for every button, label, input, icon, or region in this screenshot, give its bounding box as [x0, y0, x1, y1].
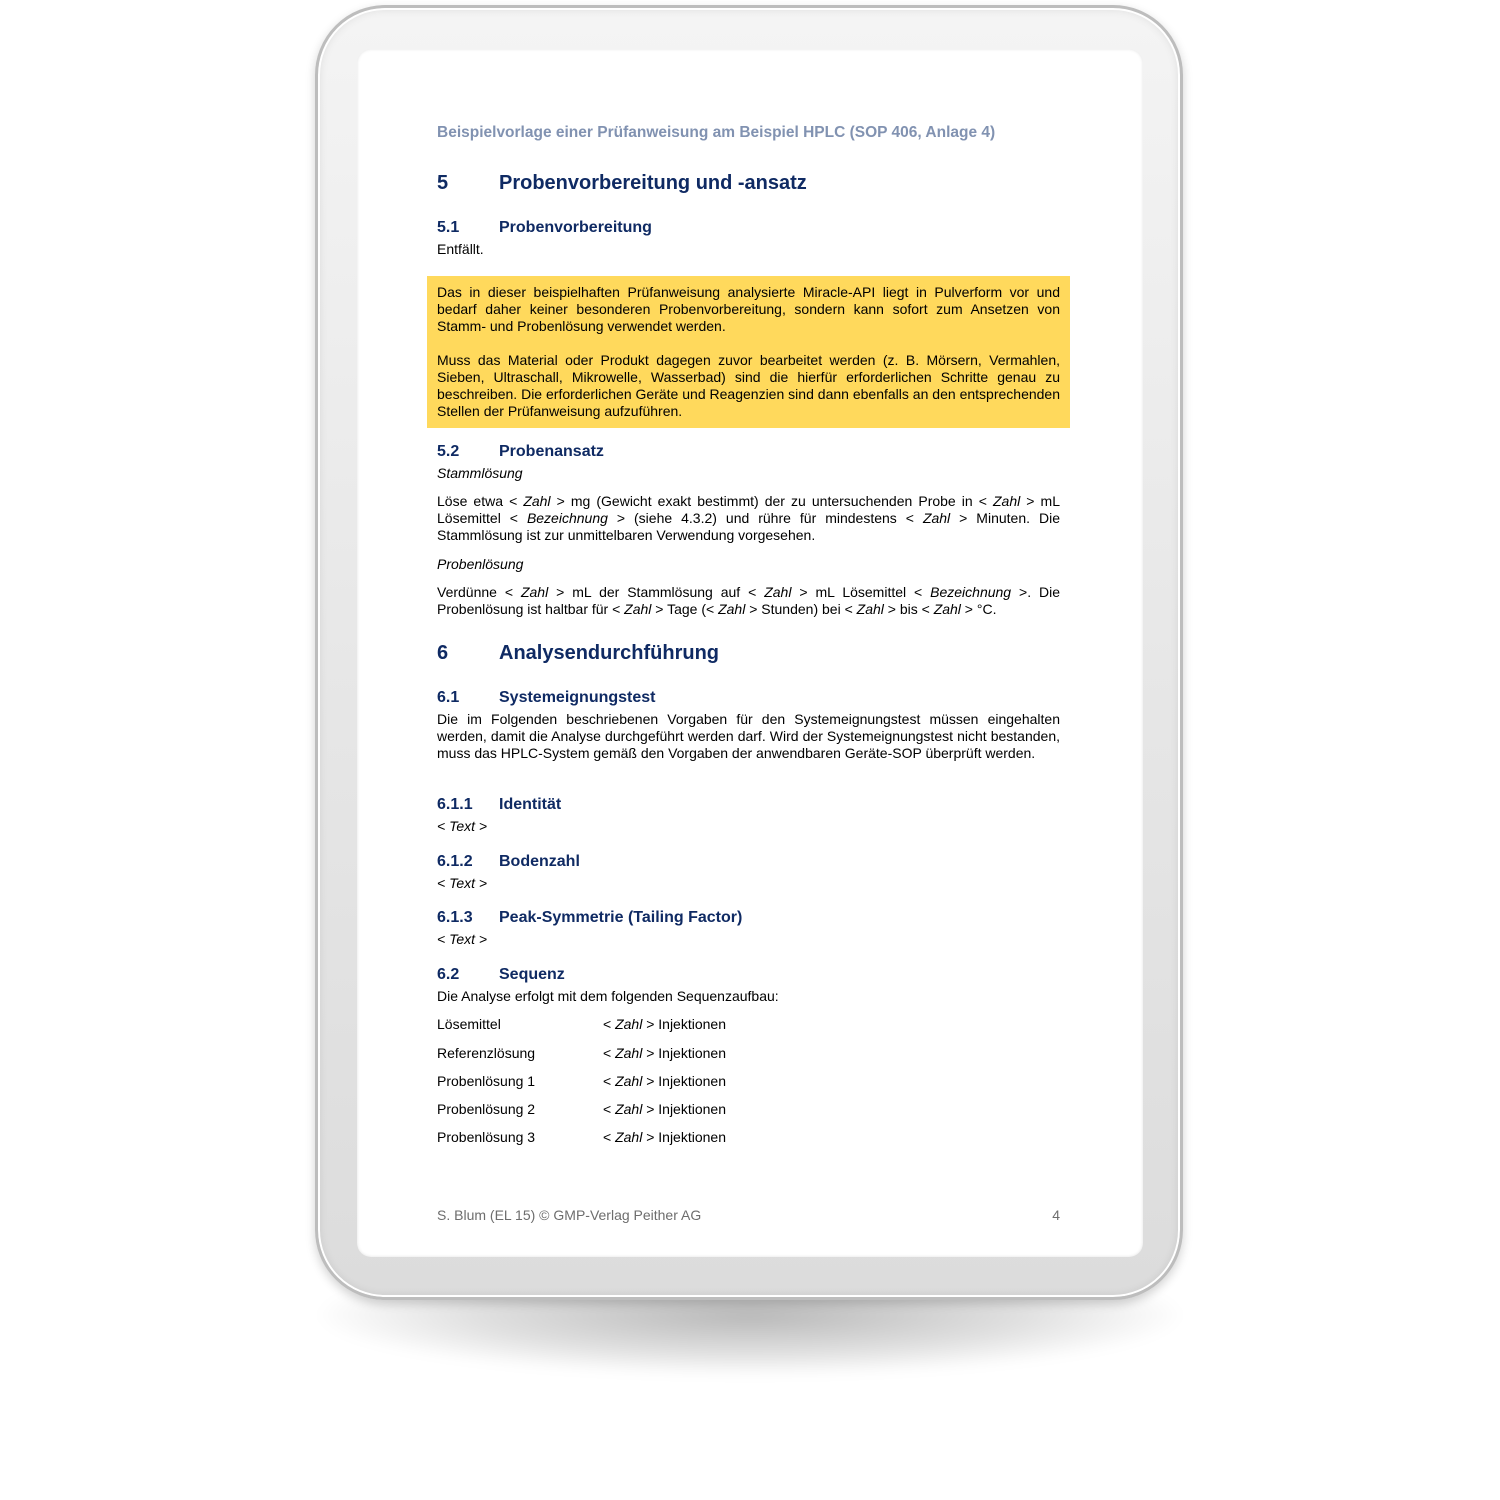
section-title: Sequenz — [499, 966, 565, 983]
sequence-name: Probenlösung 1 — [437, 1073, 536, 1089]
sequence-name: Referenzlösung — [437, 1045, 536, 1061]
section-number: 6.1 — [437, 689, 460, 706]
section-6-2-text: Die Analyse erfolgt mit dem folgenden Sequenzaufbau: — [437, 988, 779, 1004]
section-title: Peak-Symmetrie (Tailing Factor) — [499, 909, 743, 926]
probenloesung-label: Probenlösung — [437, 556, 524, 572]
section-6-1-1-heading — [437, 796, 561, 813]
sequence-row: Probenlösung 1 < Zahl > Injektionen — [437, 1073, 726, 1089]
section-6-1-text: Die im Folgenden beschriebenen Vorgaben für den Systemeignungstest müssen eingehalten werden, damit die Analyse durchgeführt werden darf. Wird der Systemeignungstest nicht bestanden, muss das HPLC-System gemäß den Vorgaben der anwendbaren Geräte-SOP überprüft werden. — [437, 711, 1060, 761]
section-5-1-heading — [437, 219, 652, 236]
section-title: Analysendurchführung — [499, 642, 720, 664]
probenloesung-text: Verdünne < Zahl > mL der Stammlösung auf < Zahl > mL Lösemittel < Bezeichnung >. Die Probenlösung ist haltbar für < Zahl > Tage (< Zahl > Stunden) bei < Zahl > bis < Zahl > °C. — [437, 584, 1061, 617]
footer-copyright: S. Blum (EL 15) © GMP-Verlag Peither AG — [437, 1207, 702, 1223]
section-6-1-2-text: < Text > — [437, 875, 488, 891]
section-title: Systemeignungstest — [499, 689, 656, 706]
section-6-1-3-text: < Text > — [437, 931, 488, 947]
running-header: Beispielvorlage einer Prüfanweisung am Beispiel HPLC (SOP 406, Anlage 4) — [437, 124, 996, 141]
sequence-row: Probenlösung 3 < Zahl > Injektionen — [437, 1129, 726, 1145]
highlight-note — [427, 276, 1070, 428]
stammloesung-label: Stammlösung — [437, 465, 523, 481]
note-paragraph-2: Muss das Material oder Produkt dagegen zuvor bearbeitet werden (z. B. Mörsern, Vermahlen, Sieben, Ultraschall, Mikrowelle, Wasserbad) sind die hierfür erforderlichen Schritte genau zu beschreiben. Die erforderlichen Geräte und Reagenzien sind dann ebenfalls an den entsprechenden Stellen der Prüfanweisung aufzuführen. — [437, 352, 1060, 419]
section-number: 5.1 — [437, 219, 460, 236]
section-6-1-1-text: < Text > — [437, 818, 488, 834]
sequence-name: Probenlösung 2 — [437, 1101, 536, 1117]
section-number: 6.2 — [437, 966, 460, 983]
section-6-1-3-heading — [437, 909, 742, 926]
stammloesung-text: Löse etwa < Zahl > mg (Gewicht exakt bestimmt) der zu untersuchenden Probe in < Zahl > mL Lösemittel < Bezeichnung > (siehe 4.3.2) und rühre für mindestens < Zahl > Minuten. Die Stammlösung ist zur unmittelbaren Verwendung vorgesehen. — [437, 493, 1060, 543]
section-5-2-heading — [437, 443, 604, 460]
section-number: 6.1.3 — [437, 909, 473, 926]
section-title: Probenvorbereitung und -ansatz — [499, 172, 807, 194]
section-number: 5 — [437, 172, 449, 194]
section-5-heading — [437, 172, 807, 194]
page-number: 4 — [1052, 1207, 1060, 1223]
section-title: Probenvorbereitung — [499, 219, 652, 236]
section-6-1-2-heading — [437, 853, 580, 870]
sequence-row: Lösemittel < Zahl > Injektionen — [437, 1016, 726, 1032]
section-title: Identität — [499, 796, 562, 813]
section-6-1-heading — [437, 689, 655, 706]
section-number: 6.1.1 — [437, 796, 473, 813]
sequence-name: Lösemittel — [437, 1016, 501, 1032]
section-6-heading — [437, 642, 720, 664]
section-title: Bodenzahl — [499, 853, 580, 870]
tablet-screen — [357, 49, 1143, 1257]
sequence-row: Probenlösung 2 < Zahl > Injektionen — [437, 1101, 726, 1117]
note-paragraph-1: Das in dieser beispielhaften Prüfanweisung analysierte Miracle-API liegt in Pulverform vor und bedarf daher keiner besonderen Probenvorbereitung, sondern kann sofort zum Ansetzen von Stamm- und Probenlösung verwendet werden. — [437, 284, 1060, 334]
section-number: 6.1.2 — [437, 853, 473, 870]
section-number: 6 — [437, 642, 449, 664]
sequence-name: Probenlösung 3 — [437, 1129, 536, 1145]
section-6-2-heading — [437, 966, 565, 983]
section-5-1-text: Entfällt. — [437, 241, 484, 257]
section-title: Probenansatz — [499, 443, 604, 460]
sequence-row: Referenzlösung < Zahl > Injektionen — [437, 1045, 726, 1061]
section-number: 5.2 — [437, 443, 460, 460]
